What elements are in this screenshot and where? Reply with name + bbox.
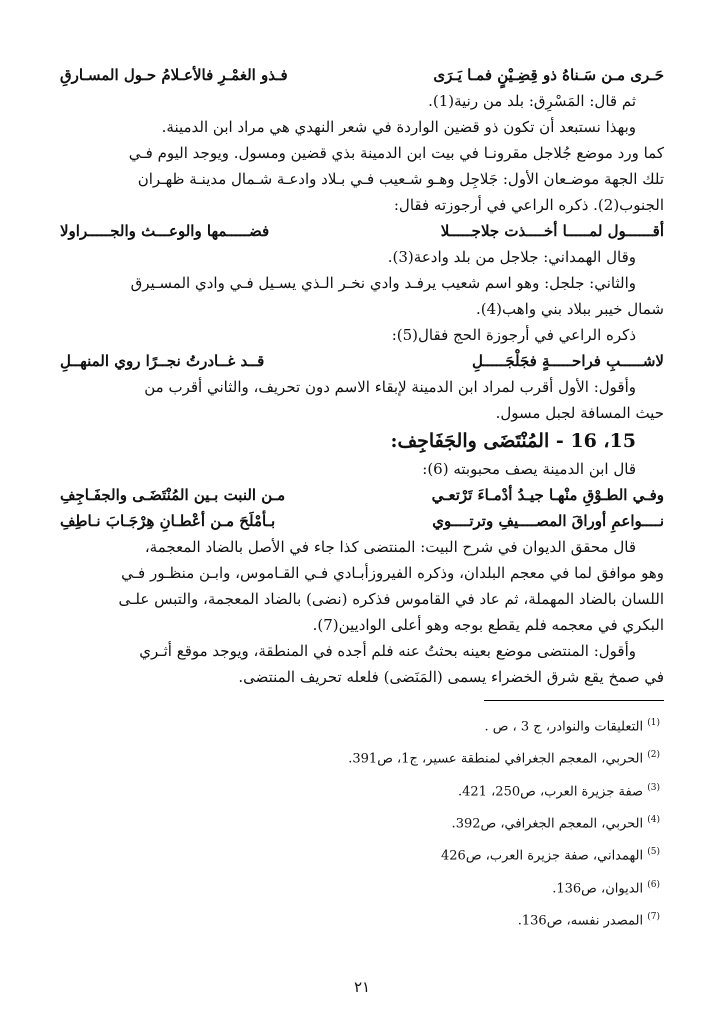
verse-hemistich-second: بـأمْلَحَ مـن أعْطـانِ هِرْجَـابَ نـاطِفِ (60, 512, 276, 530)
paragraph-line: وأقول: المنتضى موضع بعينه بحثتُ عنه فلم أجده في المنطقة، ويوجد موقع أثـري (139, 642, 636, 660)
verse-hemistich-first: وفـي الطـوْقِ منْهـا جيـدُ أدْمـاءَ تَرْتعـي (431, 486, 664, 504)
footnote-number: (4) (647, 814, 660, 825)
paragraph-line: في صمخ يقع شرق الخضراء يسمى (المَنَضى) فلعله تحريف المنتضى. (238, 668, 664, 686)
footnotes (60, 709, 664, 935)
verse-hemistich-second: قــد غــادرتُ نجــرًا روي المنهــلِ (60, 352, 265, 370)
paragraph-line: شمال خيبر ببلاد بني واهب(4). (476, 300, 664, 318)
footnote-text: صفة جزيرة العرب، ص250، 421. (458, 783, 644, 799)
footnote-number: (7) (647, 911, 660, 922)
paragraph-line: وأقول: الأول أقرب لمراد ابن الدمينة لإبقاء الاسم دون تحريف، والثاني أقرب من (144, 378, 636, 396)
verse-hemistich-second: فضـــــمها والوعـــث والجـــــراولا (60, 222, 270, 240)
footnote-number: (5) (647, 847, 660, 858)
footnote (60, 838, 664, 870)
footnote-number: (6) (647, 879, 660, 890)
footnote-number: (2) (647, 750, 660, 761)
verse-line-3 (60, 348, 664, 374)
verse-line-2 (60, 218, 664, 244)
footnote (60, 903, 664, 935)
footnote-text: الحربي، المعجم الجغرافي، ص392. (451, 816, 644, 832)
footnote (60, 741, 664, 773)
paragraph-line: وقال الهمداني: جلاجل من بلد وادعة(3). (387, 248, 636, 266)
paragraph-line: وهو موافق لما في معجم البلدان، وذكره الفيروزأبـادي فـي القـاموس، وابـن منظـور فـي (121, 564, 664, 582)
footnote (60, 871, 664, 903)
verse-line-1 (60, 62, 664, 88)
paragraph-line: البكري في معجمه فلم يقطع بوجه وهو أعلى الواديين(7). (312, 616, 664, 634)
paragraph-line: والثاني: جلجل: وهو اسم شعيب يرفـد وادي نخـر الـذي يسـيل فـي وادي المسـيرق (130, 274, 636, 292)
footnote-number: (3) (647, 782, 660, 793)
verse-line-5 (60, 508, 664, 534)
paragraph-line: كما ورد موضع جُلاجل مقرونـا في بيت ابن الدمينة بذي قضين ومسول. ويوجد اليوم فـي (128, 144, 664, 162)
section-heading: 15، 16 - المُنْتَضَى والجَفَاجِف: (390, 430, 636, 452)
verse-hemistich-first: حَـرى مـن سَـناهُ ذو قِضِـيْنٍ فمـا يَـرَى (433, 66, 664, 84)
footnote-divider (484, 700, 664, 701)
page-number: ٢١ (353, 978, 371, 996)
footnote (60, 806, 664, 838)
paragraph-line: تلك الجهة موضـعان الأول: جَلاجِل وهـو شـعيب فـي بـلاد وادعـة شـمال مدينـة ظهـران (137, 170, 664, 188)
paragraph-line: قال ابن الدمينة يصف محبوبته (6): (422, 460, 636, 478)
verse-hemistich-second: مـن النبت بـين المُنْتَضَـى والجفَـاجِفِ (60, 486, 286, 504)
footnote (60, 709, 664, 741)
footnote-text: الديوان، ص136. (552, 880, 644, 896)
verse-line-4 (60, 482, 664, 508)
paragraph-line: قال محقق الديوان في شرح البيت: المنتضى كذا جاء في الأصل بالضاد المعجمة، (144, 538, 636, 556)
footnote-text: المصدر نفسه، ص136. (517, 913, 644, 929)
verse-hemistich-first: لاشـــــبِ فراحـــــةٍ فجَلْجَـــــلِ (471, 352, 664, 370)
paragraph-line: الجنوب(2). ذكره الراعي في أرجوزته فقال: (393, 196, 664, 214)
footnote-text: الهمداني، صفة جزيرة العرب، ص426 (441, 848, 644, 864)
paragraph-line: ذكره الراعي في أرجوزة الحج فقال(5): (391, 326, 636, 344)
paragraph-line: وبهذا نستبعد أن تكون ذو قضين الواردة في شعر النهدي هي مراد ابن الدمينة. (161, 118, 636, 136)
verse-hemistich-second: فـذو الغمْـرِ فالأعـلامُ حـول المسـارقِ (60, 66, 288, 84)
footnote (60, 774, 664, 806)
verse-hemistich-first: أقــــــول لمـــــا أخــــذت جلاجـــــلا (440, 222, 664, 240)
paragraph-line: ثم قال: المَسْرِق: بلد من رنية(1). (428, 92, 636, 110)
footnote-text: التعليقات والنوادر، ج 3 ، ص . (484, 719, 644, 735)
verse-hemistich-first: نــــواعمِ أوراقَ المصــــيفِ وترتــــوي (432, 512, 664, 530)
paragraph-line: حيث المسافة لجبل مسول. (495, 404, 664, 422)
footnote-text: الحربي، المعجم الجغرافي لمنطقة عسير، ج1، ص391. (348, 751, 644, 767)
paragraph-line: اللسان بالضاد المهملة، ثم عاد في القاموس فذكره (نضى) بالضاد المعجمة، والتبس علـى (118, 590, 664, 608)
footnote-number: (1) (647, 718, 660, 728)
